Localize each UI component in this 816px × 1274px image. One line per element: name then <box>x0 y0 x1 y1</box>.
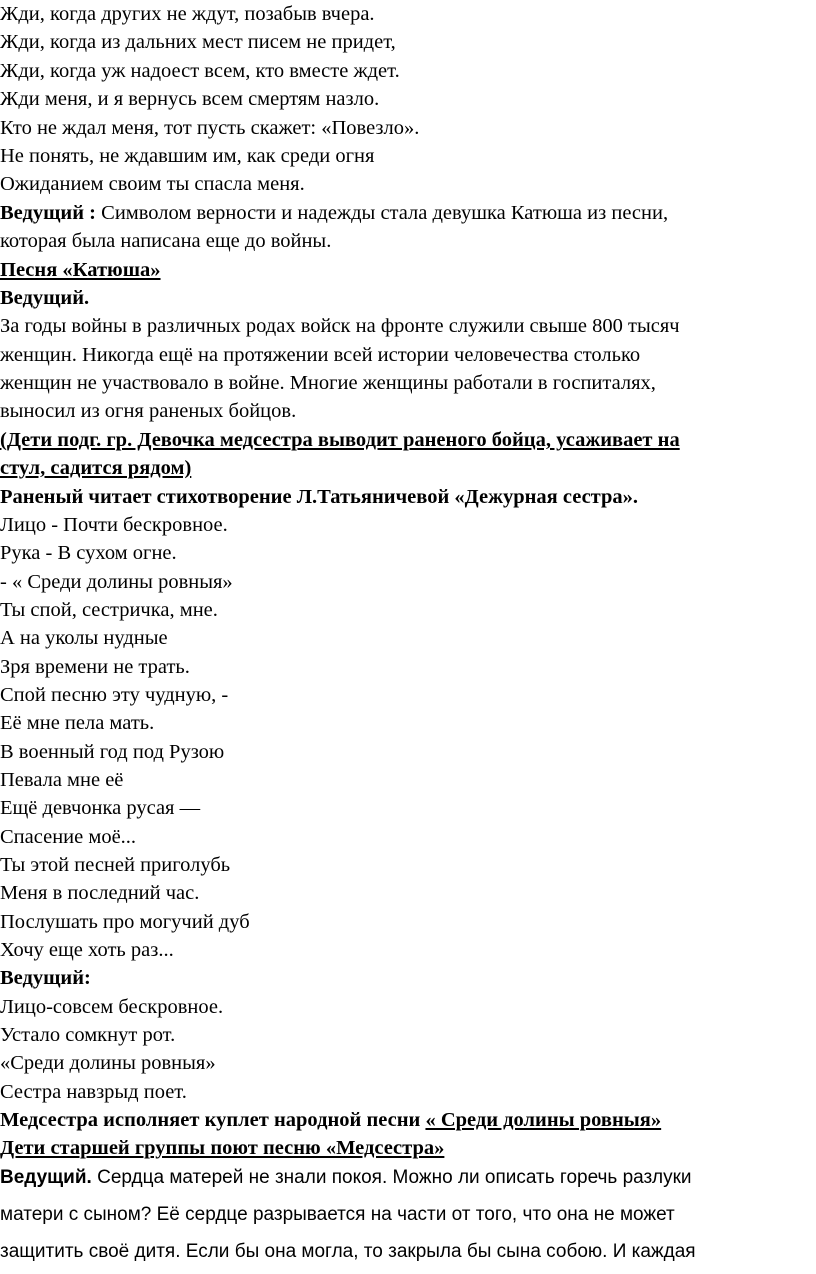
poem-line: В военный год под Рузою <box>0 741 225 763</box>
paragraph-line: которая была написана еще до войны. <box>0 230 332 252</box>
song-heading: Песня «Катюша» <box>0 259 161 281</box>
poem-line: Ожиданием своим ты спасла меня. <box>0 173 305 195</box>
poem-line: Лицо - Почти бескровное. <box>0 514 228 536</box>
poem-line: Послушать про могучий дуб <box>0 911 250 933</box>
host-paragraph <box>0 1164 692 1192</box>
performance-note <box>0 1106 661 1134</box>
poem-line: «Среди долины ровныя» <box>0 1052 216 1074</box>
poem-line: Рука - В сухом огне. <box>0 542 177 564</box>
poem-line: Спой песню эту чудную, - <box>0 684 229 706</box>
stage-direction: (Дети подг. гр. Девочка медсестра выводит раненого бойца, усаживает на <box>0 429 680 451</box>
paragraph-line: защитить своё дитя. Если бы она могла, то закрыла бы сына собою. И каждая <box>0 1241 696 1262</box>
poem-line: Не понять, не ждавшим им, как среди огня <box>0 145 375 167</box>
poem-line: Сестра навзрыд поет. <box>0 1081 187 1103</box>
paragraph-text: Символом верности и надежды стала девушка Катюша из песни, <box>96 202 669 224</box>
host-paragraph <box>0 199 668 227</box>
speaker-label: Ведущий. <box>0 287 90 309</box>
speaker-label: Ведущий : <box>0 202 97 224</box>
poem-line: Жди, когда других не ждут, позабыв вчера. <box>0 3 375 25</box>
poem-line: Её мне пела мать. <box>0 712 155 734</box>
stage-direction: стул, садится рядом) <box>0 457 192 479</box>
paragraph-line: матери с сыном? Её сердце разрывается на части от того, что она не может <box>0 1204 675 1225</box>
song-title: « Среди долины ровныя» <box>425 1109 662 1131</box>
poem-line: Хочу еще хоть раз... <box>0 939 174 961</box>
poem-line: Спасение моё... <box>0 826 137 848</box>
poem-line: Меня в последний час. <box>0 882 200 904</box>
poem-line: Жди, когда уж надоест всем, кто вместе ждет. <box>0 60 400 82</box>
paragraph-text: Сердца матерей не знали покоя. Можно ли описать горечь разлуки <box>91 1167 692 1188</box>
paragraph-line: За годы войны в различных родах войск на фронте служили свыше 800 тысяч <box>0 315 680 337</box>
paragraph-line: женщин. Никогда ещё на протяжении всей истории человечества столько <box>0 344 641 366</box>
poem-line: Ты спой, сестричка, мне. <box>0 599 218 621</box>
poem-line: Лицо-совсем бескровное. <box>0 996 224 1018</box>
song-heading: Дети старшей группы поют песню «Медсестра» <box>0 1137 445 1159</box>
paragraph-line: женщин не участвовало в войне. Многие женщины работали в госпиталях, <box>0 372 656 394</box>
poem-line: А на уколы нудные <box>0 627 168 649</box>
poem-line: Жди, когда из дальних мест писем не придет, <box>0 31 396 53</box>
poem-line: - « Среди долины ровныя» <box>0 571 233 593</box>
paragraph-line: выносил из огня раненых бойцов. <box>0 400 297 422</box>
poem-line: Жди меня, и я вернусь всем смертям назло. <box>0 88 380 110</box>
poem-line: Устало сомкнут рот. <box>0 1024 176 1046</box>
poem-line: Ещё девчонка русая — <box>0 797 201 819</box>
poem-line: Ты этой песней приголубь <box>0 854 231 876</box>
poem-line: Кто не ждал меня, тот пусть скажет: «Повезло». <box>0 117 420 139</box>
speaker-label: Ведущий. <box>0 1167 92 1188</box>
speaker-label: Ведущий: <box>0 967 91 989</box>
poem-line: Зря времени не трать. <box>0 656 190 678</box>
reading-announcement: Раненый читает стихотворение Л.Татьяничевой «Дежурная сестра». <box>0 486 639 508</box>
performance-text: Медсестра исполняет куплет народной песни <box>0 1109 426 1131</box>
poem-line: Певала мне её <box>0 769 124 791</box>
